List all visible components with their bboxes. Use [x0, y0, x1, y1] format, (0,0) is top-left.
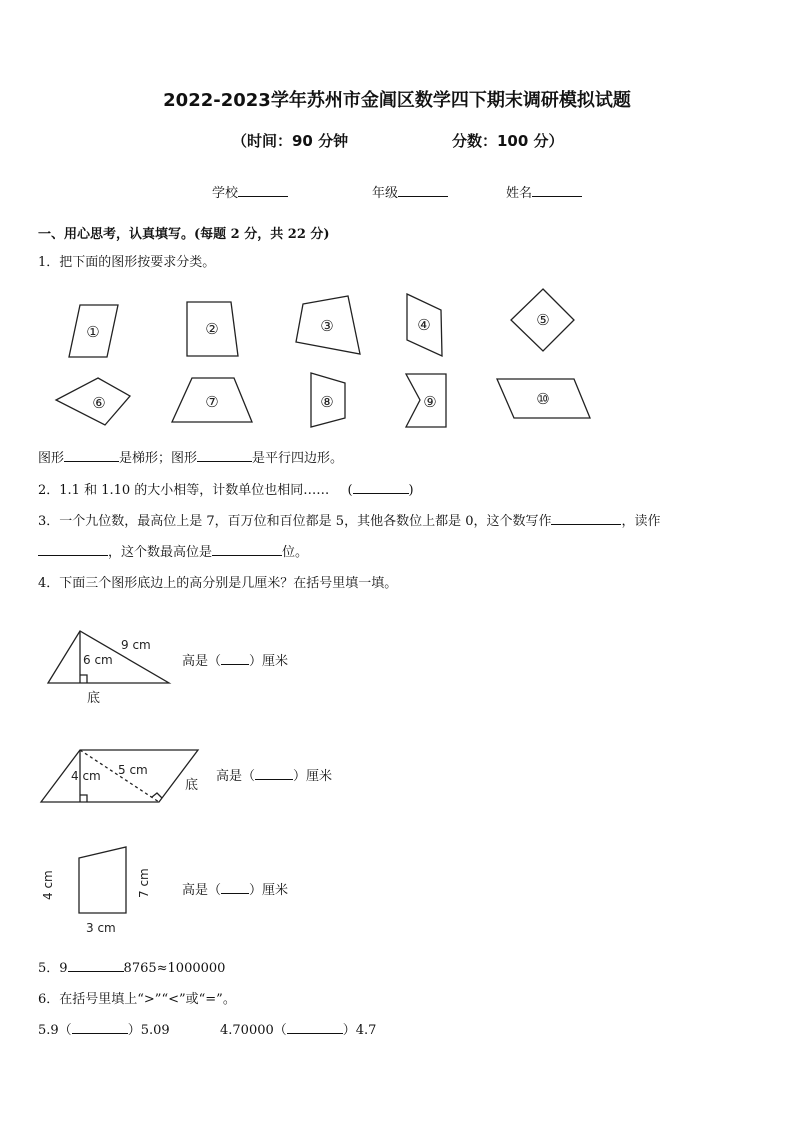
section-heading: 一、用心思考，认真填写。(每题 2 分，共 22 分) [38, 227, 330, 242]
page-title: 2022-2023学年苏州市金阊区数学四下期末调研模拟试题 [163, 90, 631, 111]
q3-text: 位。 [282, 545, 309, 560]
q6-blank-2[interactable] [287, 1033, 343, 1034]
exam-score: 分数：100 分） [452, 132, 564, 150]
q5-blank[interactable] [68, 971, 124, 972]
school-label: 学校 [212, 186, 239, 201]
answer-text: 高是（ [216, 769, 256, 784]
shape-label: ⑤ [536, 311, 550, 329]
q2-paren: ( [347, 483, 353, 498]
answer-text: ）厘米 [293, 769, 333, 784]
q5-text: 8765≈1000000 [123, 961, 226, 976]
parallelogram-height-label: 4 cm [71, 769, 101, 783]
trapezoid-answer [182, 879, 288, 898]
triangle-answer [182, 650, 288, 669]
q6-item-1 [38, 1019, 170, 1038]
q3-text: 3．一个九位数，最高位上是 7，百万位和百位都是 5，其他各数位上都是 0，这个数写作 [38, 514, 552, 529]
question-4: 4．下面三个图形底边上的高分别是几厘米？在括号里填一填。 [38, 576, 398, 591]
q6-text: 5.9（ [38, 1023, 72, 1038]
parallelogram-answer [216, 765, 332, 784]
exam-time: （时间：90 分钟 [232, 132, 349, 150]
shape-label: ③ [320, 317, 334, 335]
q6-text: ）5.09 [127, 1023, 170, 1038]
answer-text: ）厘米 [249, 883, 289, 898]
parallelogram-side-label: 5 cm [118, 763, 148, 777]
q6-text: 4.70000（ [220, 1023, 287, 1038]
triangle-base-label: 底 [87, 691, 101, 706]
right-angle-mark [152, 793, 162, 798]
question-1: 1．把下面的图形按要求分类。 [38, 255, 216, 270]
q3-text: ，这个数最高位是 [108, 545, 213, 560]
shape-label: ⑨ [423, 393, 437, 411]
shape-label: ④ [417, 316, 431, 334]
triangle-height-blank[interactable] [221, 664, 249, 665]
parallelogram-base-label: 底 [185, 778, 199, 793]
trapezoid-height-blank[interactable] [221, 893, 249, 894]
parallelogram-height-blank[interactable] [255, 779, 293, 780]
q6-blank-1[interactable] [72, 1033, 128, 1034]
trapezoid-figure [79, 847, 126, 913]
right-angle-mark [80, 675, 87, 683]
q6-text: ）4.7 [342, 1023, 377, 1038]
q1-answer-text: 是梯形；图形 [119, 451, 198, 466]
shape-label: ⑧ [320, 393, 334, 411]
answer-text: 高是（ [182, 654, 222, 669]
shape-label: ⑩ [536, 390, 550, 408]
name-label: 姓名 [506, 186, 533, 201]
triangle-height-label: 6 cm [83, 653, 113, 667]
q6-item-2 [220, 1019, 376, 1038]
answer-text: ）厘米 [249, 654, 289, 669]
shape-label: ⑦ [205, 393, 219, 411]
q1-answer-text: 图形 [38, 451, 65, 466]
shape-label: ① [86, 323, 100, 341]
question-6: 6．在括号里填上“>”“<”或“=”。 [38, 992, 236, 1007]
grade-label: 年级 [372, 186, 399, 201]
trapezoid-right-label: 7 cm [137, 868, 151, 898]
q2-text: 2．1.1 和 1.10 的大小相等，计数单位也相同…… [38, 483, 330, 498]
q3-text: ，读作 [621, 514, 661, 529]
triangle-side-label: 9 cm [121, 638, 151, 652]
trapezoid-left-label: 4 cm [41, 870, 55, 900]
shape-label: ⑥ [92, 394, 106, 412]
answer-text: 高是（ [182, 883, 222, 898]
trapezoid-bottom-label: 3 cm [86, 921, 116, 935]
q1-answer-text: 是平行四边形。 [252, 451, 344, 466]
q5-text: 5．9 [38, 961, 68, 976]
shape-label: ② [205, 320, 219, 338]
q2-paren: ) [408, 483, 414, 498]
question-5 [38, 957, 225, 976]
right-angle-mark [80, 795, 87, 802]
